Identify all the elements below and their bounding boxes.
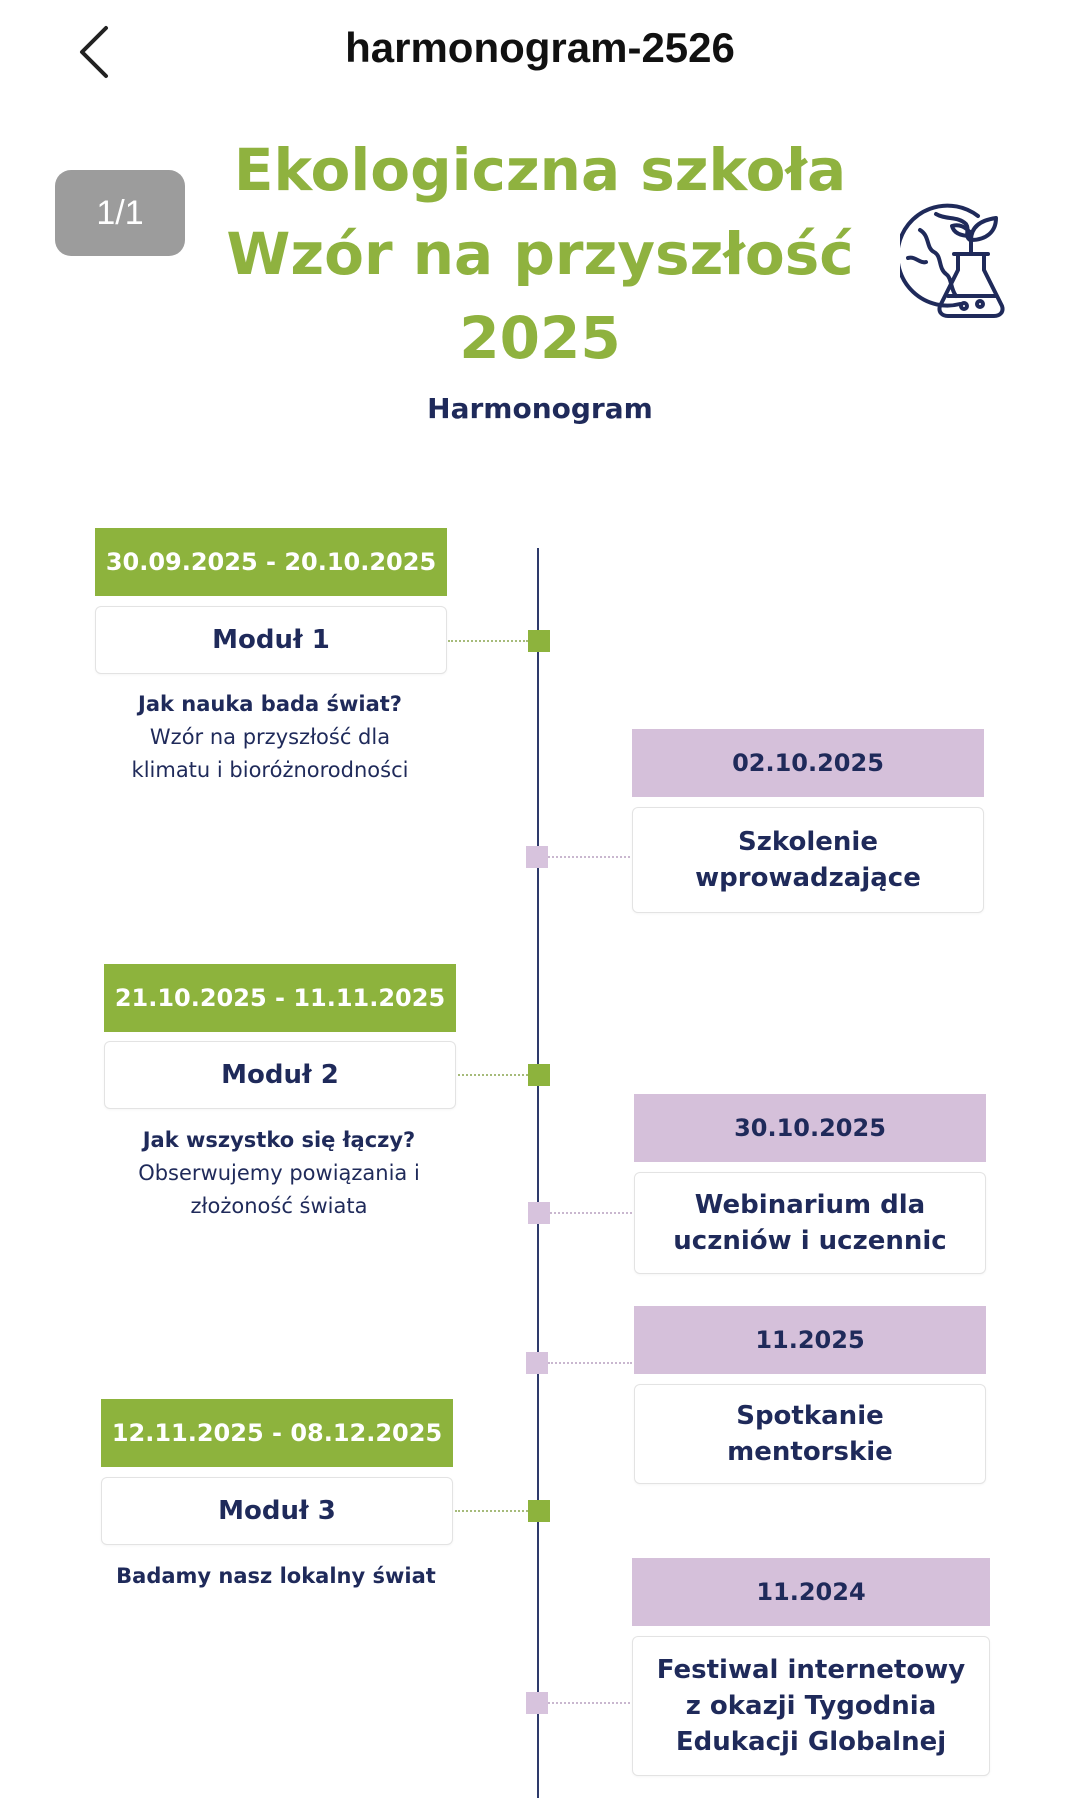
event-1-card: [632, 807, 984, 913]
module-2-description: [104, 1124, 454, 1223]
connector: [548, 856, 630, 858]
page-indicator: 1/1: [55, 170, 185, 256]
event-3-line-1: Spotkanie: [736, 1401, 884, 1431]
module-1-card: Moduł 1: [95, 606, 447, 674]
event-2-line-2: uczniów i uczennic: [673, 1226, 947, 1256]
connector: [448, 640, 528, 642]
event-4-date: 11.2024: [632, 1558, 990, 1626]
module-3-description: [101, 1560, 451, 1593]
document-title: harmonogram-2526: [345, 24, 735, 71]
poster-subtitle: Harmonogram: [427, 392, 653, 425]
event-3-line-2: mentorskie: [727, 1437, 893, 1467]
event-4-line-1: Festiwal internetowy: [656, 1655, 966, 1685]
module-2-question: Jak wszystko się łączy?: [142, 1128, 416, 1152]
module-2-desc-line-2: złożoność świata: [190, 1194, 368, 1218]
timeline-node: [526, 1352, 548, 1374]
event-2-card: [634, 1172, 986, 1274]
timeline-node: [526, 846, 548, 868]
connector: [458, 1074, 528, 1076]
module-3-question: Badamy nasz lokalny świat: [116, 1564, 436, 1588]
event-4-line-2: z okazji Tygodnia: [685, 1691, 937, 1721]
timeline-node: [528, 1500, 550, 1522]
module-1-question: Jak nauka bada świat?: [138, 692, 402, 716]
module-2-card: Moduł 2: [104, 1041, 456, 1109]
module-3-card: Moduł 3: [101, 1477, 453, 1545]
event-4-line-3: Edukacji Globalnej: [675, 1727, 947, 1757]
connector: [550, 1212, 632, 1214]
top-bar: [0, 0, 1080, 110]
module-1-description: [95, 688, 445, 787]
poster-title: [200, 128, 880, 380]
connector: [548, 1362, 632, 1364]
timeline-node: [528, 1202, 550, 1224]
module-2-desc-line-1: Obserwujemy powiązania i: [138, 1161, 420, 1185]
module-2-date: 21.10.2025 - 11.11.2025: [104, 964, 456, 1032]
event-4-card: [632, 1636, 990, 1776]
connector: [455, 1510, 528, 1512]
event-3-card: [634, 1384, 986, 1484]
event-1-line-1: Szkolenie: [738, 827, 878, 857]
event-2-date: 30.10.2025: [634, 1094, 986, 1162]
event-2-line-1: Webinarium dla: [694, 1190, 926, 1220]
timeline-node: [526, 1692, 548, 1714]
event-1-date: 02.10.2025: [632, 729, 984, 797]
poster-title-line-3: 2025: [459, 304, 621, 372]
timeline-axis: [537, 548, 539, 1798]
poster-title-line-1: Ekologiczna szkoła: [233, 136, 847, 204]
timeline-node: [528, 1064, 550, 1086]
timeline-node: [528, 630, 550, 652]
module-1-date: 30.09.2025 - 20.10.2025: [95, 528, 447, 596]
event-1-line-2: wprowadzające: [695, 863, 921, 893]
module-1-desc-line-1: Wzór na przyszłość dla: [149, 725, 391, 749]
module-3-date: 12.11.2025 - 08.12.2025: [101, 1399, 453, 1467]
connector: [548, 1702, 630, 1704]
globe-flask-icon: [900, 196, 1030, 332]
event-3-date: 11.2025: [634, 1306, 986, 1374]
poster-title-line-2: Wzór na przyszłość: [226, 220, 854, 288]
module-1-desc-line-2: klimatu i bioróżnorodności: [131, 758, 409, 782]
